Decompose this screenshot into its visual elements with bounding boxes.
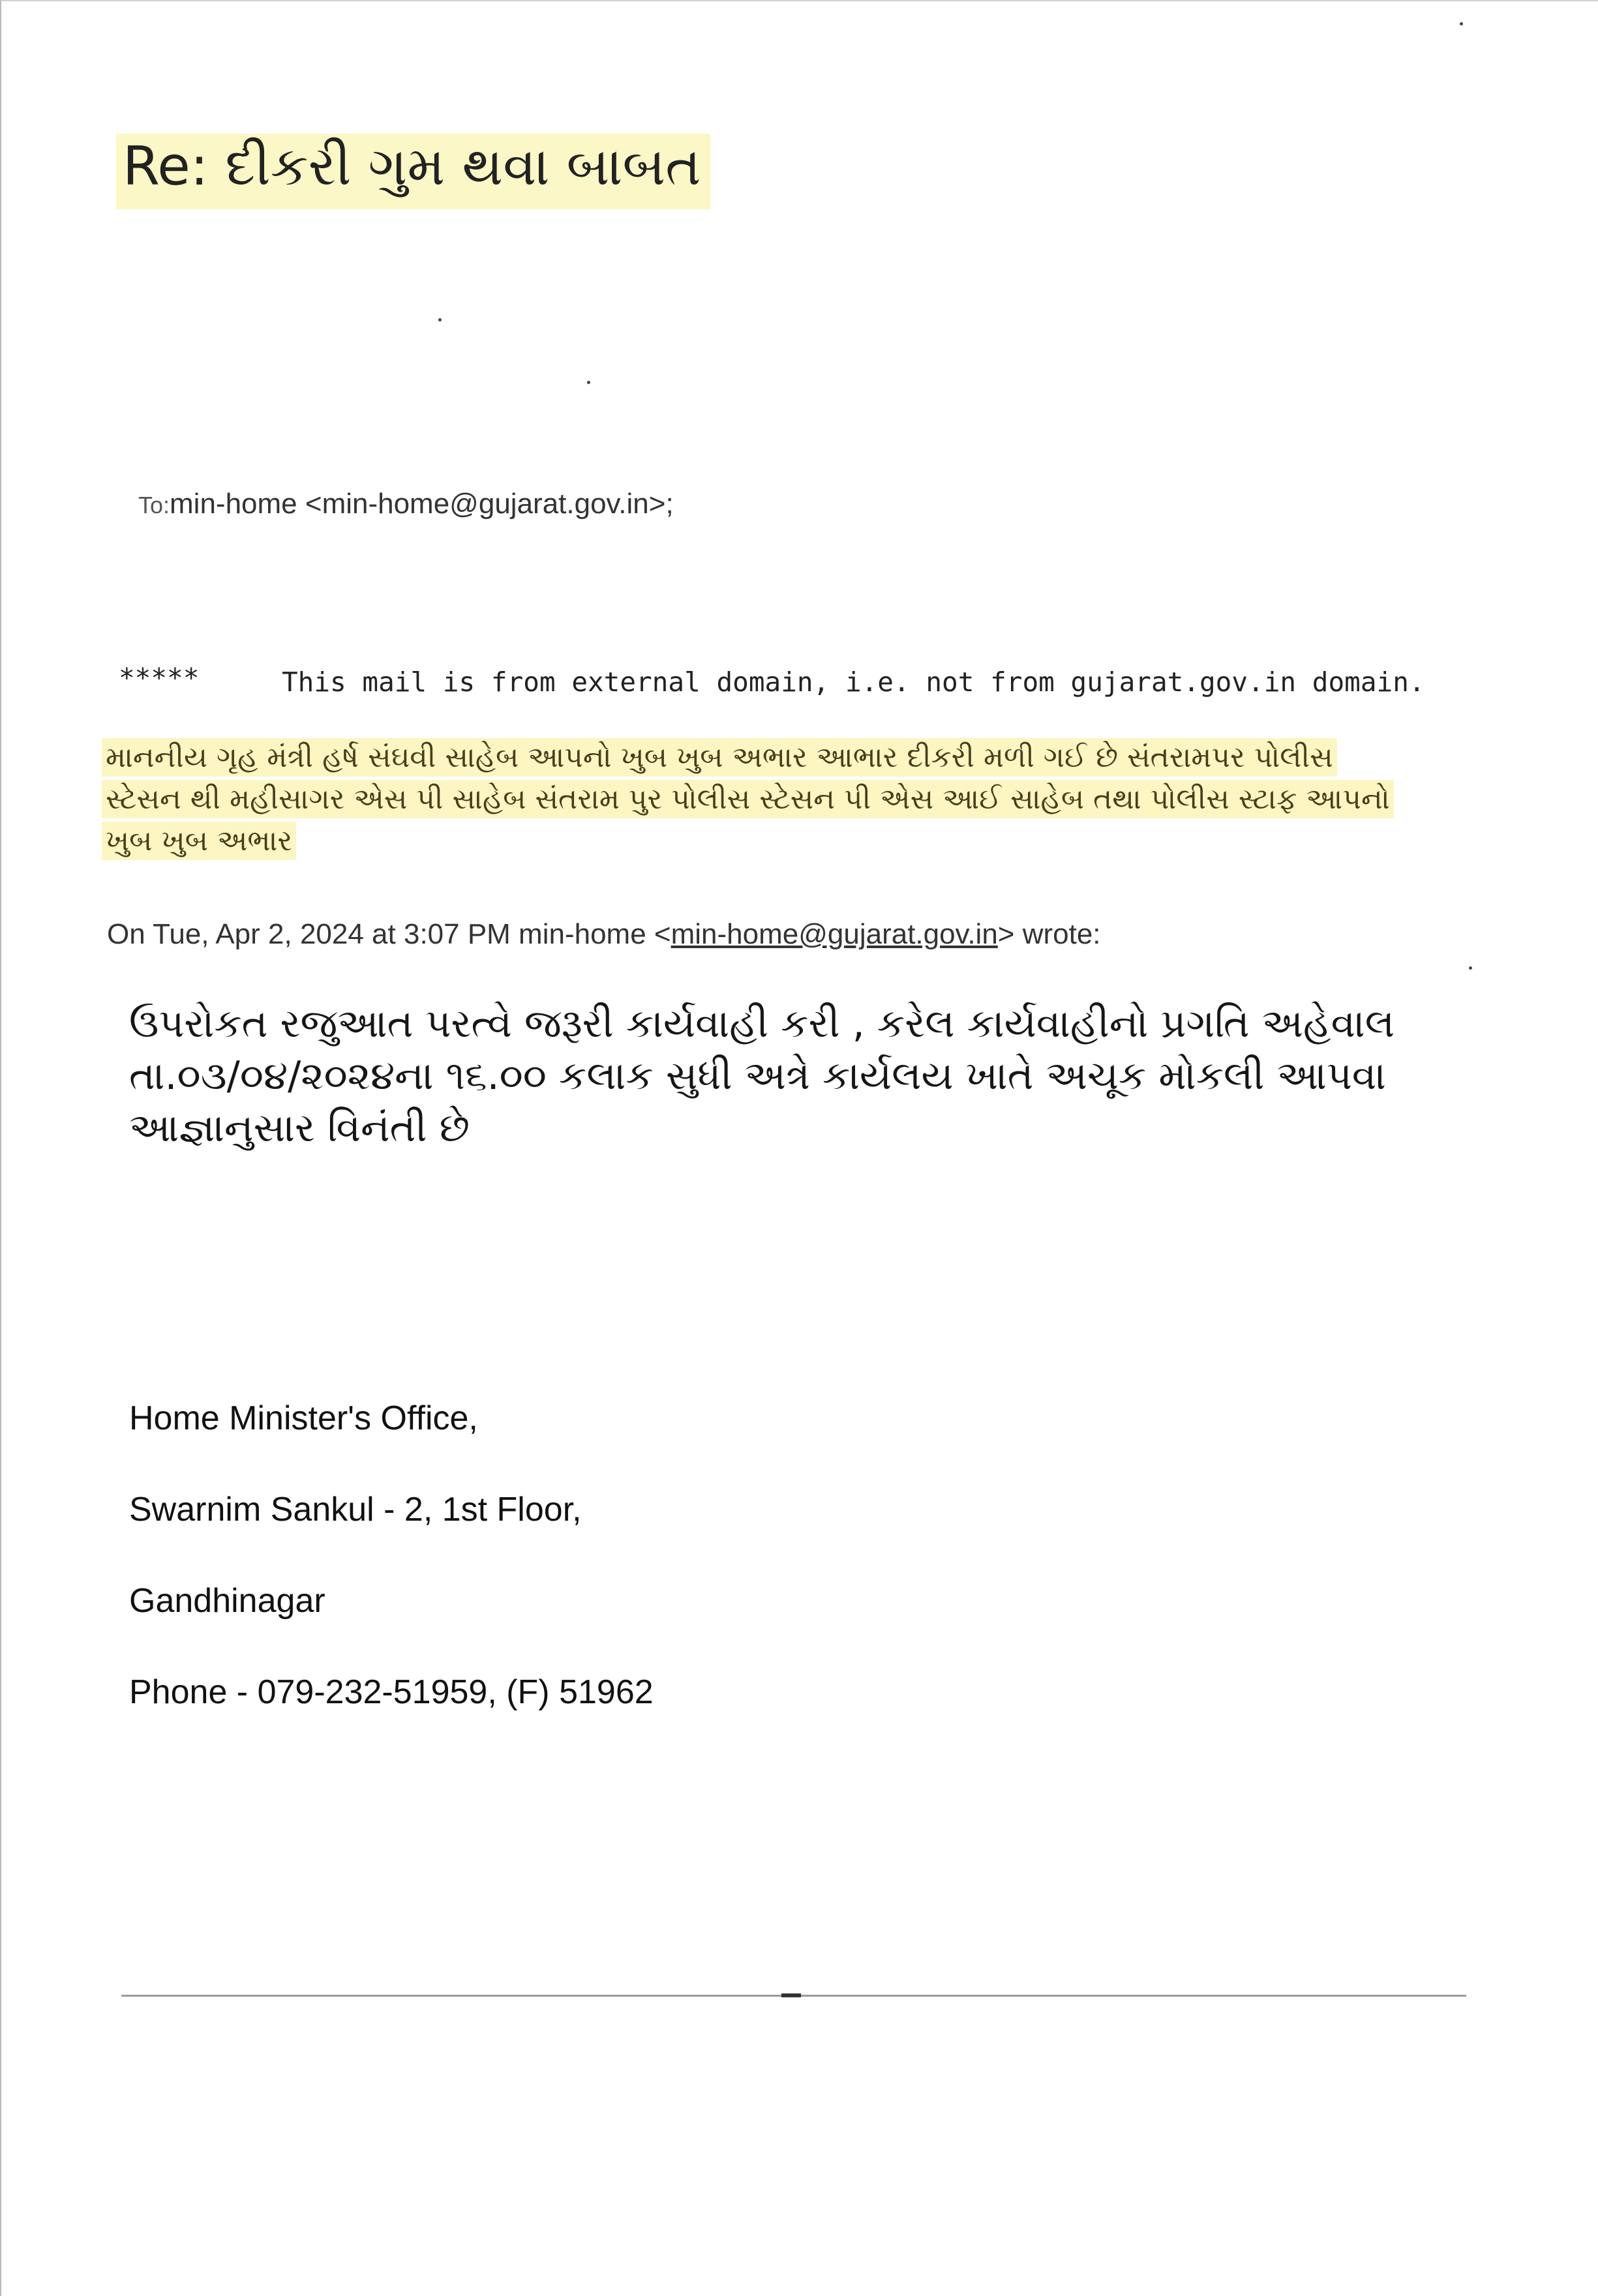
signature-address: Swarnim Sankul - 2, 1st Floor, (129, 1491, 582, 1528)
signature-block (129, 1399, 654, 1764)
quote-header-prefix: On Tue, Apr 2, 2024 at 3:07 PM min-home < (107, 918, 671, 950)
quoted-message (129, 998, 1486, 1154)
signature-city: Gandhinagar (129, 1582, 325, 1620)
reply-line-text: ખુબ ખુબ અભાર (102, 822, 296, 860)
scan-speck (1469, 966, 1472, 970)
reply-line (102, 737, 1498, 779)
sender-email-link[interactable]: min-home@gujarat.gov.in (671, 918, 998, 950)
quote-header-suffix: > wrote: (997, 918, 1101, 950)
notice-text: This mail is from external domain, i.e. not from gujarat.gov.in domain. (282, 666, 1425, 698)
to-label: To: (138, 492, 170, 518)
notice-stars: ***** (119, 663, 200, 694)
reply-line-text: સ્ટેસન થી મહીસાગર એસ પી સાહેબ સંતરામ પુર પોલીસ સ્ટેસન પી એસ આઈ સાહેબ તથા પોલીસ સ્ટાફ આપનો (102, 780, 1394, 818)
email-subject: Re: દીકરી ગુમ થવા બાબત (116, 134, 710, 209)
external-domain-notice (119, 663, 1425, 698)
scan-speck (587, 381, 590, 384)
signature-phone: Phone - 079-232-51959, (F) 51962 (129, 1673, 654, 1711)
quoted-line: આજ્ઞાનુસાર વિનંતી છે (129, 1105, 470, 1151)
reply-line (102, 779, 1498, 820)
reply-line-text: માનનીય ગૃહ મંત્રી હર્ષ સંઘવી સાહેબ આપનો ખુબ ખુબ અભાર આભાર દીકરી મળી ગઈ છે સંતરામપર પોલીસ (102, 738, 1337, 777)
recipient-line (138, 488, 674, 520)
scan-speck (1460, 22, 1463, 25)
quote-header (107, 918, 1101, 951)
scan-mark (781, 1993, 801, 1997)
scan-speck (438, 318, 442, 321)
reply-message (102, 737, 1498, 862)
reply-line (102, 820, 1498, 862)
quoted-line: ઉપરોકત રજુઆત પરત્વે જરૂરી કાર્યવાહી કરી , કરેલ કાર્યવાહીનો પ્રગતિ અહેવાલ (129, 1001, 1395, 1047)
signature-office: Home Minister's Office, (129, 1399, 478, 1437)
quoted-line: તા.૦૩/૦૪/૨૦૨૪ના ૧૬.૦૦ કલાક સુધી અત્રે કાર્યલય ખાતે અચૂક મોકલી આપવા (129, 1053, 1386, 1099)
recipient-address: min-home <min-home@gujarat.gov.in>; (170, 488, 674, 520)
